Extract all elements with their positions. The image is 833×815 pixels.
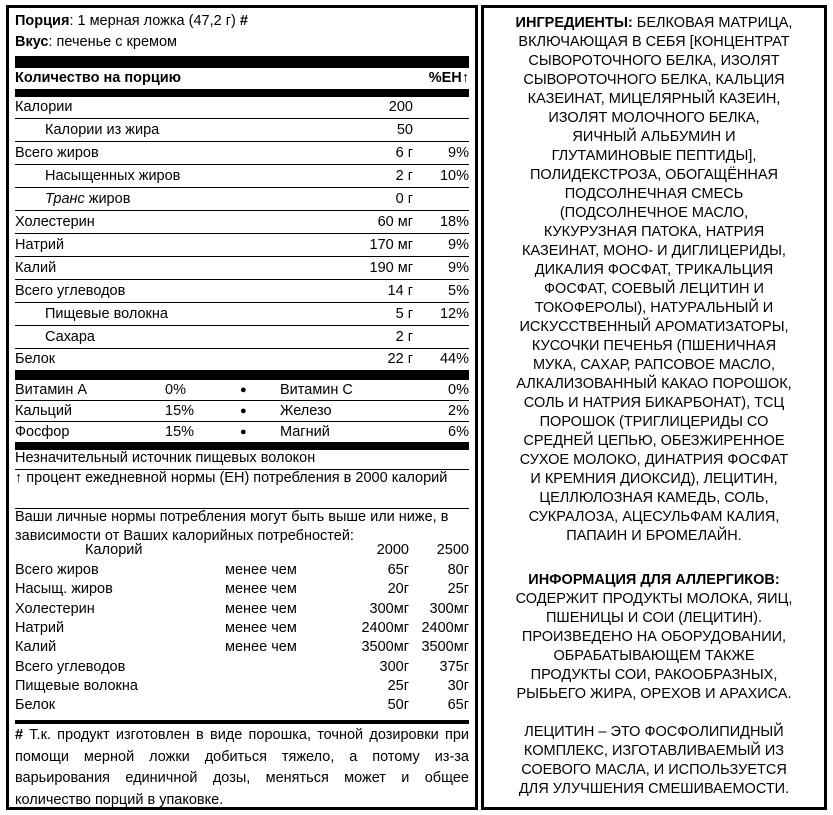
serving-value: : 1 мерная ложка (47,2 г) (69, 13, 240, 29)
nutrient-amount: 60 мг (377, 214, 413, 230)
nutrient-amount: 22 г (387, 351, 413, 367)
nutrient-row (15, 326, 469, 348)
dv-table-row (15, 600, 469, 619)
dv-row-name: Всего углеводов (15, 658, 126, 675)
allergy-block (492, 571, 816, 704)
ingredients-line (492, 413, 816, 432)
ingredients-line (492, 318, 816, 337)
dv-table-row (15, 619, 469, 638)
ingredients-text: (ПОДСОЛНЕЧНОЕ МАСЛО, (559, 205, 749, 221)
nutrient-row (15, 142, 469, 164)
ingredients-text: ФОСФАТ, СОЕВЫЙ ЛЕЦИТИН И (544, 281, 764, 297)
dv-table-row (15, 561, 469, 580)
nutrient-row (15, 303, 469, 325)
ingredients-line (492, 299, 816, 318)
nutrient-row (15, 188, 469, 210)
nutrient-name (45, 188, 130, 210)
ingredients-text: ЦЕЛЛЮЛОЗНАЯ КАМЕДЬ, СОЛЬ, (539, 490, 769, 506)
ingredients-line (492, 432, 816, 451)
allergy-line: СОДЕРЖИТ ПРОДУКТЫ МОЛОКА, ЯИЦ, (515, 591, 793, 607)
divider-hash-note (15, 720, 469, 724)
vitamin-dv: 0% (165, 382, 186, 398)
nutrient-dv: 5% (448, 283, 469, 299)
flavor-line (15, 33, 177, 51)
dv-row-qualifier: менее чем (225, 619, 297, 636)
ingredients-line (492, 223, 816, 242)
ingredients-line (492, 166, 816, 185)
ingredients-line (492, 356, 816, 375)
nutrient-name: Всего жиров (15, 145, 99, 161)
vitamin-row (15, 379, 469, 401)
vitamin-dv: 15% (165, 424, 195, 440)
ingredients-text: КАЗЕИНАТ, МИЦЕЛЯРНЫЙ КАЗЕИН, (527, 91, 781, 107)
nutrient-row (15, 280, 469, 302)
vitamin-dv: 6% (448, 424, 469, 440)
ingredients-line (492, 71, 816, 90)
vitamin-name: Витамин С (280, 382, 353, 398)
ingredients-line (492, 451, 816, 470)
hash-note-text: Т.к. продукт изготовлен в виде порошка, точной дозировки при помощи мерной ложки добиться тяжело, а потому из-за варьирования единичной дозы, меняться может и общее количество порций в упаковке. (15, 727, 469, 808)
dv-row-name: Насыщ. жиров (15, 581, 113, 598)
dv-table-row (15, 638, 469, 657)
dv-table-row (15, 580, 469, 599)
nutrient-row (15, 348, 469, 370)
ingredients-text: СЫВОРОТОЧНОГО БЕЛКА, ИЗОЛЯТ (528, 53, 780, 69)
ingredients-line (492, 280, 816, 299)
dv-row-qualifier: менее чем (225, 639, 297, 656)
col-2500-header: 2500 (436, 542, 469, 558)
nutrient-dv: 12% (439, 306, 469, 322)
nutrient-name: Калории из жира (45, 122, 160, 138)
ingredients-text: И КРЕМНИЯ ДИОКСИД), ЛЕЦИТИН, (530, 471, 778, 487)
nutrient-dv: 18% (439, 214, 469, 230)
ingredients-text: ИСКУССТВЕННЫЙ АРОМАТИЗАТОРЫ, (519, 319, 789, 335)
nutrient-row (15, 211, 469, 233)
nutrient-amount: 5 г (395, 306, 413, 322)
vitamin-dv: 0% (448, 382, 469, 398)
allergy-line: ПРОДУКТЫ СОИ, РАКООБРАЗНЫХ, (530, 667, 778, 683)
ingredients-line (492, 128, 816, 147)
ingredients-block (492, 14, 816, 546)
hash-mark: # (15, 727, 24, 743)
nutrient-amount: 14 г (387, 283, 413, 299)
nutrient-name: Калории (15, 99, 73, 115)
nutrient-row (15, 119, 469, 141)
nutrient-amount: 6 г (395, 145, 413, 161)
vitamin-name: Магний (280, 424, 330, 440)
nutrient-row (15, 165, 469, 187)
dv-row-name: Калий (15, 639, 57, 656)
trans-rest: жиров (84, 191, 131, 207)
ingredients-line (492, 337, 816, 356)
hash-footnote (15, 725, 469, 811)
ingredients-line (492, 147, 816, 166)
nutrient-amount: 2 г (395, 329, 413, 345)
nutrient-amount: 2 г (395, 168, 413, 184)
dv-table-row (15, 658, 469, 677)
allergy-line: РЫБЬЕГО ЖИРА, ОРЕХОВ И АРАХИСА. (516, 686, 792, 702)
lecithin-line: ДЛЯ УЛУЧШЕНИЯ СМЕШИВАЕМОСТИ. (518, 781, 790, 797)
nutrient-row (15, 257, 469, 279)
ingredients-text: ПОЛИДЕКСТРОЗА, ОБОГАЩЁННАЯ (529, 167, 779, 183)
allergy-line: ПРОИЗВЕДЕНО НА ОБОРУДОВАНИИ, (521, 629, 787, 645)
ingredients-line (492, 33, 816, 52)
dv-row-2500: 3500мг (421, 639, 469, 656)
ingredients-text: ПАПАИН И БРОМЕЛАЙН. (566, 528, 742, 544)
ingredients-line (492, 375, 816, 394)
ingredients-text: КАЗЕИНАТ, МОНО- И ДИГЛИЦЕРИДЫ, (522, 243, 786, 259)
ingredients-line (492, 52, 816, 71)
insignificant-source-note: Незначительный источник пищевых волокон (15, 450, 316, 466)
nutrient-name: Всего углеводов (15, 283, 126, 299)
ingredients-line (492, 527, 816, 546)
dv-row-name: Холестерин (15, 600, 95, 617)
serving-hash-mark: # (239, 13, 248, 29)
ingredients-line (492, 14, 816, 33)
dv-row-2500: 80г (447, 562, 469, 578)
nutrient-name: Холестерин (15, 214, 95, 230)
vitamin-row (15, 400, 469, 422)
ingredients-text: СУХОЕ МОЛОКО, ДИНАТРИЯ ФОСФАТ (519, 452, 789, 468)
nutrient-name: Пищевые волокна (45, 306, 168, 322)
dv-row-2000: 300мг (369, 600, 409, 617)
ingredients-line (492, 90, 816, 109)
ingredients-text: СРЕДНЕЙ ЦЕПЬЮ, ОБЕЗЖИРЕННОЕ (523, 433, 785, 449)
trans-italic: Транс (45, 191, 85, 207)
ingredients-text: БЕЛКОВАЯ МАТРИЦА, (632, 15, 793, 31)
ingredients-text: ВКЛЮЧАЮЩАЯ В СЕБЯ [КОНЦЕНТРАТ (518, 34, 790, 50)
personal-needs-note: Ваши личные нормы потребления могут быть выше или ниже, в зависимости от Ваших калорийных потребностей: (15, 509, 449, 544)
dv-row-2500: 30г (447, 677, 469, 694)
nutrient-name: Калий (15, 260, 57, 276)
dv-row-2500: 375г (439, 658, 469, 675)
ingredients-text: ТОКОФЕРОЛЫ), НАТУРАЛЬНЫЙ И (534, 300, 774, 316)
calories-label: Калорий (85, 542, 143, 558)
dv-row-2000: 2400мг (361, 619, 409, 636)
dv-row-2000: 25г (387, 677, 409, 694)
flavor-value: : печенье с кремом (48, 34, 178, 50)
dv-row-2500: 2400мг (421, 619, 469, 636)
ingredients-line (492, 508, 816, 527)
vitamin-name: Кальций (15, 403, 73, 419)
ingredients-text: СОЛЬ И НАТРИЯ БИКАРБОНАТ), ТСЦ (523, 395, 785, 411)
dv-row-name: Всего жиров (15, 562, 99, 578)
dv-row-2500: 65г (447, 697, 469, 714)
vitamin-row (15, 421, 469, 443)
dv-row-2000: 300г (379, 658, 409, 675)
dv-row-2000: 3500мг (361, 639, 409, 656)
lecithin-line: ЛЕЦИТИН – ЭТО ФОСФОЛИПИДНЫЙ (524, 724, 784, 740)
nutrient-amount: 190 мг (369, 260, 413, 276)
ingredients-line (492, 394, 816, 413)
nutrient-dv: 9% (448, 145, 469, 161)
ingredients-text: ГЛУТАМИНОВЫЕ ПЕПТИДЫ], (551, 148, 757, 164)
lecithin-line: СОЕВОГО МАСЛА, И ИСПОЛЬЗУЕТСЯ (521, 762, 787, 778)
ingredients-line (492, 185, 816, 204)
amount-per-serving-label: Количество на порцию (15, 70, 182, 86)
dv-row-2000: 65г (387, 562, 409, 578)
vitamin-name: Фосфор (15, 424, 70, 440)
ingredients-line (492, 242, 816, 261)
nutrient-name: Насыщенных жиров (45, 168, 181, 184)
nutrient-dv: 44% (439, 351, 469, 367)
vitamin-name: Железо (280, 403, 332, 419)
nutrient-amount: 50 (396, 122, 413, 138)
ingredients-text: СЫВОРОТОЧНОГО БЕЛКА, КАЛЬЦИЯ (523, 72, 785, 88)
allergy-line: ОБРАБАТЫВАЮЩЕМ ТАКЖЕ (553, 648, 755, 664)
ingredients-text: КУКУРУЗНАЯ ПАТОКА, НАТРИЯ (543, 224, 765, 240)
vitamin-dv: 15% (165, 403, 195, 419)
bullet-separator: ● (240, 384, 247, 396)
dv-row-name: Натрий (15, 619, 65, 636)
allergy-label: ИНФОРМАЦИЯ ДЛЯ АЛЛЕРГИКОВ: (528, 572, 780, 588)
serving-label: Порция (15, 13, 70, 29)
bullet-separator: ● (240, 405, 247, 417)
ingredients-line (492, 489, 816, 508)
dv-row-2500: 25г (447, 581, 469, 598)
ingredients-text: ДИКАЛИЯ ФОСФАТ, ТРИКАЛЬЦИЯ (534, 262, 774, 278)
dv-table-header (15, 541, 469, 560)
nutrient-name: Белок (15, 351, 56, 367)
amount-per-serving-header (15, 67, 469, 89)
nutrient-row (15, 234, 469, 256)
dv-table-row (15, 696, 469, 715)
allergy-line: ПШЕНИЦЫ И СОИ (ЛЕЦИТИН). (546, 610, 762, 626)
dv-column-header: %ЕН↑ (428, 70, 469, 86)
bullet-separator: ● (240, 426, 247, 438)
nutrient-name: Сахара (45, 329, 95, 345)
ingredients-text: КУСОЧКИ ПЕЧЕНЬЯ (ПШЕНИЧНАЯ (531, 338, 777, 354)
ingredients-line (492, 109, 816, 128)
nutrient-row (15, 96, 469, 118)
ingredients-text: ПОРОШОК (ТРИГЛИЦЕРИДЫ СО (539, 414, 769, 430)
ingredients-text: ПОДСОЛНЕЧНАЯ СМЕСЬ (564, 186, 744, 202)
nutrition-facts-panel (6, 5, 478, 810)
ingredients-text: СУКРАЛОЗА, АЦЕСУЛЬФАМ КАЛИЯ, (528, 509, 780, 525)
dv-row-2000: 50г (387, 697, 409, 714)
nutrient-amount: 170 мг (369, 237, 413, 253)
dv-row-qualifier: менее чем (225, 600, 297, 617)
ingredients-text: ЯИЧНЫЙ АЛЬБУМИН И (572, 129, 736, 145)
ingredients-line (492, 204, 816, 223)
ingredients-text: МУКА, САХАР, РАПСОВОЕ МАСЛО, (532, 357, 776, 373)
nutrient-amount: 0 г (395, 191, 413, 207)
serving-size-line (15, 12, 248, 30)
flavor-label: Вкус (15, 34, 49, 50)
ingredients-line (492, 470, 816, 489)
dv-table-row (15, 677, 469, 696)
ingredients-text: ИЗОЛЯТ МОЛОЧНОГО БЕЛКА, (548, 110, 760, 126)
dv-row-2000: 20г (387, 581, 409, 598)
dv-row-name: Белок (15, 697, 56, 714)
nutrient-dv: 9% (448, 237, 469, 253)
nutrient-name: Натрий (15, 237, 65, 253)
ingredients-line (492, 261, 816, 280)
dv-row-qualifier: менее чем (225, 581, 297, 598)
daily-value-note: ↑ процент ежедневной нормы (ЕН) потребления в 2000 калорий (15, 470, 448, 486)
ingredients-text: АЛКАЛИЗОВАННЫЙ КАКАО ПОРОШОК, (516, 376, 792, 392)
nutrient-dv: 10% (439, 168, 469, 184)
col-2000-header: 2000 (376, 542, 409, 558)
lecithin-block (492, 723, 816, 799)
nutrient-dv: 9% (448, 260, 469, 276)
vitamin-dv: 2% (448, 403, 469, 419)
vitamin-name: Витамин А (15, 382, 88, 398)
ingredients-label: ИНГРЕДИЕНТЫ: (515, 15, 633, 31)
nutrient-amount: 200 (388, 99, 413, 115)
dv-row-qualifier: менее чем (225, 562, 297, 578)
dv-row-name: Пищевые волокна (15, 677, 138, 694)
ingredients-panel (481, 5, 827, 810)
lecithin-line: КОМПЛЕКС, ИЗГОТАВЛИВАЕМЫЙ ИЗ (523, 743, 785, 759)
dv-row-2500: 300мг (429, 600, 469, 617)
